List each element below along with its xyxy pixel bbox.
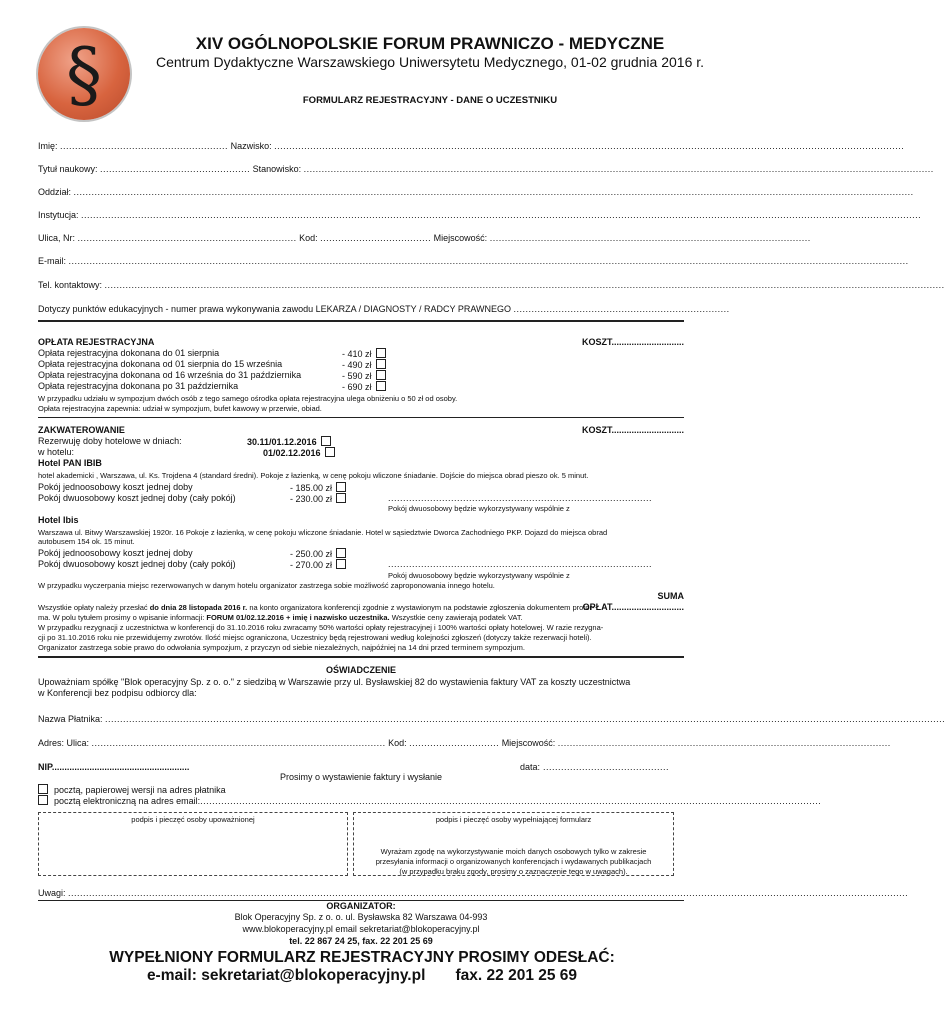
fee-cost: KOSZT............................. xyxy=(581,337,684,347)
hotel-2-double-checkbox[interactable] xyxy=(336,559,346,569)
invoice-option-1-checkbox[interactable] xyxy=(38,784,48,794)
postcode-label: Kod: xyxy=(299,233,318,243)
hotel-2-single-label: Pokój jednoosobowy koszt jednej doby xyxy=(38,548,193,558)
signature-filler-label: podpis i pieczęć osoby wypełniającej formularz xyxy=(435,815,592,824)
invoice-option-2-label: pocztą elektroniczną na adres email: xyxy=(54,796,201,806)
first-name-label: Imię: xyxy=(38,141,58,151)
payer-postcode-input[interactable]: .............................. xyxy=(409,738,500,748)
payment-para-5: Organizator zastrzega sobie prawo do odwołania sympozjum, z przyczyn od siebie niezależnych, najpóźniej na 14 dni przed terminem sympozjum. xyxy=(38,643,525,652)
hotel-reserve-label: Rezerwuję doby hotelowe w dniach: xyxy=(38,436,182,446)
payment-p1c: na konto organizatora konferencji zgodnie z wystawionym na podstawie zgłoszenia dokumentem profor- xyxy=(247,603,595,612)
nip-field[interactable]: NIP....................................................... xyxy=(38,762,190,772)
department-input[interactable]: ........................................................................................................................................................................................................................................................................................ xyxy=(73,187,914,197)
payment-p2c: Wszystkie ceny zawierają podatek VAT. xyxy=(389,613,523,622)
street-label: Ulica, Nr: xyxy=(38,233,76,243)
academic-title-input[interactable]: .................................................. xyxy=(100,164,251,174)
fee-item-4-checkbox[interactable] xyxy=(376,381,386,391)
hotel-in-label: w hotelu: xyxy=(38,447,75,457)
payment-p2b: FORUM 01/02.12.2016 + imię i nazwisko uczestnika. xyxy=(206,613,390,622)
payer-input[interactable]: ........................................................................................................................................................................................................................................................................................ xyxy=(105,714,945,724)
payment-p1b: do dnia 28 listopada 2016 r. xyxy=(149,603,248,612)
page-subtitle: Centrum Dydaktyczne Warszawskiego Uniwersytetu Medycznego, 01-02 grudnia 2016 r. xyxy=(155,54,705,70)
divider xyxy=(38,320,684,322)
fee-item-3-label: Opłata rejestracyjna dokonana od 16 września do 31 października xyxy=(38,370,302,380)
hotel-note: W przypadku wyczerpania miejsc rezerwowanych w danym hotelu organizator zastrzega sobie możliwość zaproponowania innego hotelu. xyxy=(38,581,495,590)
consent-line-1: Wyrażam zgodę na wykorzystywanie moich danych osobowych tylko w zakresie xyxy=(380,847,647,856)
hotel-1-desc: hotel akademicki , Warszawa, ul. Ks. Trojdena 4 (standard średni). Pokoje z łazienką, w cenę pokoju wliczone śniadanie. Dojście do miejsca obrad pieszo ok. 5 minut. xyxy=(38,471,589,480)
fee-item-3-checkbox[interactable] xyxy=(376,370,386,380)
payment-para-4: cji po 31.10.2016 roku nie przewidujemy zwrotów. Ilość miejsc ograniczona, Uczestnicy będą rejestrowani według kolejności zgłoszeń (dotyczy także rezerwacji hoteli). xyxy=(38,633,592,642)
row-phone xyxy=(38,280,945,290)
hotel-1-double-label: Pokój dwuosobowy koszt jednej doby (cały pokój) xyxy=(38,493,236,503)
phone-input[interactable]: ........................................................................................................................................................................................................................................................................................ xyxy=(104,280,945,290)
fee-item-2-label: Opłata rejestracyjna dokonana od 01 sierpnia do 15 września xyxy=(38,359,283,369)
row-email xyxy=(38,256,909,266)
license-input[interactable]: ........................................................................ xyxy=(513,304,730,314)
hotel-1-double xyxy=(290,493,346,505)
row-name xyxy=(38,141,905,151)
hotel-title: ZAKWATEROWANIE xyxy=(38,425,125,435)
hotel-date-2-checkbox[interactable] xyxy=(325,447,335,457)
payer-city-input[interactable]: ............................................................................................................... xyxy=(557,738,891,748)
position-label: Stanowisko: xyxy=(252,164,302,174)
fee-item-2-checkbox[interactable] xyxy=(376,359,386,369)
email-input[interactable]: ........................................................................................................................................................................................................................................................................................ xyxy=(68,256,909,266)
consent-line-3: (w przypadku braku zgody, prosimy o zaznaczenie tego w uwagach). xyxy=(399,867,628,876)
row-address xyxy=(38,233,811,243)
organizer-web-email: www.blokoperacyjny.pl email sekretariat@blokoperacyjny.pl xyxy=(242,924,480,934)
first-name-input[interactable]: ........................................................ xyxy=(60,141,229,151)
payer-street-label: Adres: Ulica: xyxy=(38,738,90,748)
row-institution xyxy=(38,210,922,220)
invoice-option-1-label: pocztą, papierowej wersji na adres płatnika xyxy=(54,785,226,795)
hotel-1-shared-input[interactable]: ........................................................................................ xyxy=(388,493,653,503)
payment-para-3: W przypadku rezygnacji z uczestnictwa w konferencji do 31.10.2016 roku zwracamy 50% wartości opłaty rejestracyjnej i 100% wartości opłaty hotelowej. W razie rezygna- xyxy=(38,623,604,632)
divider xyxy=(38,656,684,658)
hotel-2-name: Hotel Ibis xyxy=(38,515,79,525)
remarks-input[interactable]: ........................................................................................................................................................................................................................................................................................ xyxy=(68,888,909,898)
invoice-request: Prosimy o wystawienie faktury i wysłanie xyxy=(279,772,443,782)
row-payer xyxy=(38,714,945,724)
payment-p1a: Wszystkie opłaty należy przesłać xyxy=(38,603,150,612)
fee-item-1-price: - 410 zł xyxy=(342,349,372,359)
row-payer-address xyxy=(38,738,891,748)
divider xyxy=(38,417,684,418)
row-department xyxy=(38,187,914,197)
hotel-2-double-label: Pokój dwuosobowy koszt jednej doby (cały pokój) xyxy=(38,559,236,569)
payment-para-2 xyxy=(38,613,684,623)
hotel-1-shared-label: Pokój dwuosobowy będzie wykorzystywany wspólnie z xyxy=(388,504,570,513)
city-input[interactable]: ........................................................................................................... xyxy=(489,233,811,243)
remarks-label: Uwagi: xyxy=(38,888,66,898)
fee-item-3-price: - 590 zł xyxy=(342,371,372,381)
last-name-input[interactable]: .................................................................................................................................................................................................................. xyxy=(274,141,905,151)
payment-para-1 xyxy=(38,603,684,613)
hotel-1-single-price: - 185.00 zł xyxy=(290,483,333,493)
invoice-email-input[interactable]: ............................................................................................................................................................................................................... xyxy=(200,796,822,806)
city-label: Miejscowość: xyxy=(433,233,488,243)
hotel-1-name: Hotel PAN IBIB xyxy=(38,458,102,468)
hotel-2-single-price: - 250.00 zł xyxy=(290,549,333,559)
hotel-1-single-checkbox[interactable] xyxy=(336,482,346,492)
sum-total: SUMA OPŁAT............................. xyxy=(582,591,684,612)
payer-label: Nazwa Płatnika: xyxy=(38,714,103,724)
email-label: E-mail: xyxy=(38,256,67,266)
row-title xyxy=(38,164,934,174)
department-label: Oddział: xyxy=(38,187,72,197)
hotel-2-single-checkbox[interactable] xyxy=(336,548,346,558)
declaration-title: OŚWIADCZENIE xyxy=(325,665,396,675)
institution-input[interactable]: ........................................................................................................................................................................................................................................................................................ xyxy=(81,210,922,220)
position-input[interactable]: .................................................................................................................................................................................................................. xyxy=(303,164,934,174)
fee-item-2-price: - 490 zł xyxy=(342,360,372,370)
fee-note-2: Opłata rejestracyjna zapewnia: udział w sympozjum, bufet kawowy w przerwie, obiad. xyxy=(38,404,322,413)
hotel-date-2 xyxy=(263,447,335,459)
row-license xyxy=(38,304,730,314)
declaration-text-2: w Konferencji bez podpisu odbiorcy dla: xyxy=(38,688,197,698)
license-label: Dotyczy punktów edukacyjnych - numer prawa wykonywania zawodu LEKARZA / DIAGNOSTY / RADCY PRAWNEGO xyxy=(38,304,512,314)
fee-item-4 xyxy=(342,381,386,393)
fee-note-1: W przypadku udziału w sympozjum dwóch osób z tego samego ośrodka opłata rejestracyjna ulega obniżeniu o 50 zł od osoby. xyxy=(38,394,458,403)
academic-title-label: Tytuł naukowy: xyxy=(38,164,98,174)
hotel-2-desc-1: Warszawa ul. Bitwy Warszawskiej 1920r. 16 Pokoje z łazienką, w cenę pokoju wliczone śniadanie. Hotel w sąsiedztwie Dworca Zachodniego PKP. Dojazd do miejsca obrad xyxy=(38,528,608,537)
fee-item-1-checkbox[interactable] xyxy=(376,348,386,358)
forum-logo xyxy=(38,28,130,120)
organizer-title: ORGANIZATOR: xyxy=(326,901,396,911)
hotel-2-double xyxy=(290,559,346,571)
postcode-input[interactable]: ..................................... xyxy=(320,233,432,243)
hotel-date-2-label: 01/02.12.2016 xyxy=(263,448,321,458)
consent-line-2: przesyłania informacji o organizowanych konferencjach i wydawanych publikacjach xyxy=(375,857,652,866)
declaration-text-1: Upoważniam spółkę "Blok operacyjny Sp. z o. o." z siedzibą w Warszawie przy ul. Bysławskiej 82 do wystawienia faktury VAT za koszty uczestnictwa xyxy=(38,677,631,687)
date-input[interactable]: .......................................... xyxy=(540,762,670,772)
hotel-1-double-price: - 230.00 zł xyxy=(290,494,333,504)
institution-label: Instytucja: xyxy=(38,210,79,220)
row-remarks xyxy=(38,888,909,898)
invoice-option-2-checkbox[interactable] xyxy=(38,795,48,805)
hotel-date-1-label: 30.11/01.12.2016 xyxy=(247,437,317,447)
paragraph-icon: § xyxy=(66,32,102,116)
hotel-2-shared-label: Pokój dwuosobowy będzie wykorzystywany wspólnie z xyxy=(388,571,570,580)
hotel-2-double-price: - 270.00 zł xyxy=(290,560,333,570)
hotel-1-single-label: Pokój jednoosobowy koszt jednej doby xyxy=(38,482,193,492)
organizer-phone: tel. 22 867 24 25, fax. 22 201 25 69 xyxy=(289,936,433,946)
footer-contact: e-mail: sekretariat@blokoperacyjny.pl fax. 22 201 25 69 xyxy=(146,967,578,984)
signature-box-authorized[interactable] xyxy=(38,812,348,876)
signature-box-filler[interactable] xyxy=(353,812,674,876)
hotel-2-desc-2: autobusem 154 ok. 15 minut. xyxy=(38,537,135,546)
payment-p2a: ma. W polu tytułem prosimy o wpisanie informacji: xyxy=(38,613,207,622)
signature-authorized-label: podpis i pieczęć osoby upoważnionej xyxy=(131,815,255,824)
page-title: XIV OGÓLNOPOLSKIE FORUM PRAWNICZO - MEDYCZNE xyxy=(195,34,665,53)
last-name-label: Nazwisko: xyxy=(230,141,272,151)
fee-item-4-price: - 690 zł xyxy=(342,382,372,392)
form-title: FORMULARZ REJESTRACYJNY - DANE O UCZESTNIKU xyxy=(302,95,558,106)
hotel-2-shared-input[interactable]: ........................................................................................ xyxy=(388,559,653,569)
phone-label: Tel. kontaktowy: xyxy=(38,280,103,290)
hotel-1-double-checkbox[interactable] xyxy=(336,493,346,503)
organizer-address: Blok Operacyjny Sp. z o. o. ul. Bysławska 82 Warszawa 04-993 xyxy=(234,912,488,922)
street-input[interactable]: ......................................................................... xyxy=(77,233,297,243)
payer-street-input[interactable]: .................................................................................................. xyxy=(91,738,386,748)
footer-send-instruction: WYPEŁNIONY FORMULARZ REJESTRACYJNY PROSIMY ODESŁAĆ: xyxy=(109,949,615,966)
date-label: data: xyxy=(520,762,541,772)
fee-title: OPŁATA REJESTRACYJNA xyxy=(38,337,155,347)
invoice-option-2 xyxy=(38,795,822,806)
hotel-cost: KOSZT............................. xyxy=(581,425,684,435)
payer-postcode-label: Kod: xyxy=(388,738,407,748)
fee-item-1-label: Opłata rejestracyjna dokonana do 01 sierpnia xyxy=(38,348,220,358)
payer-city-label: Miejscowość: xyxy=(501,738,556,748)
fee-item-4-label: Opłata rejestracyjna dokonana po 31 października xyxy=(38,381,239,391)
hotel-date-1-checkbox[interactable] xyxy=(321,436,331,446)
